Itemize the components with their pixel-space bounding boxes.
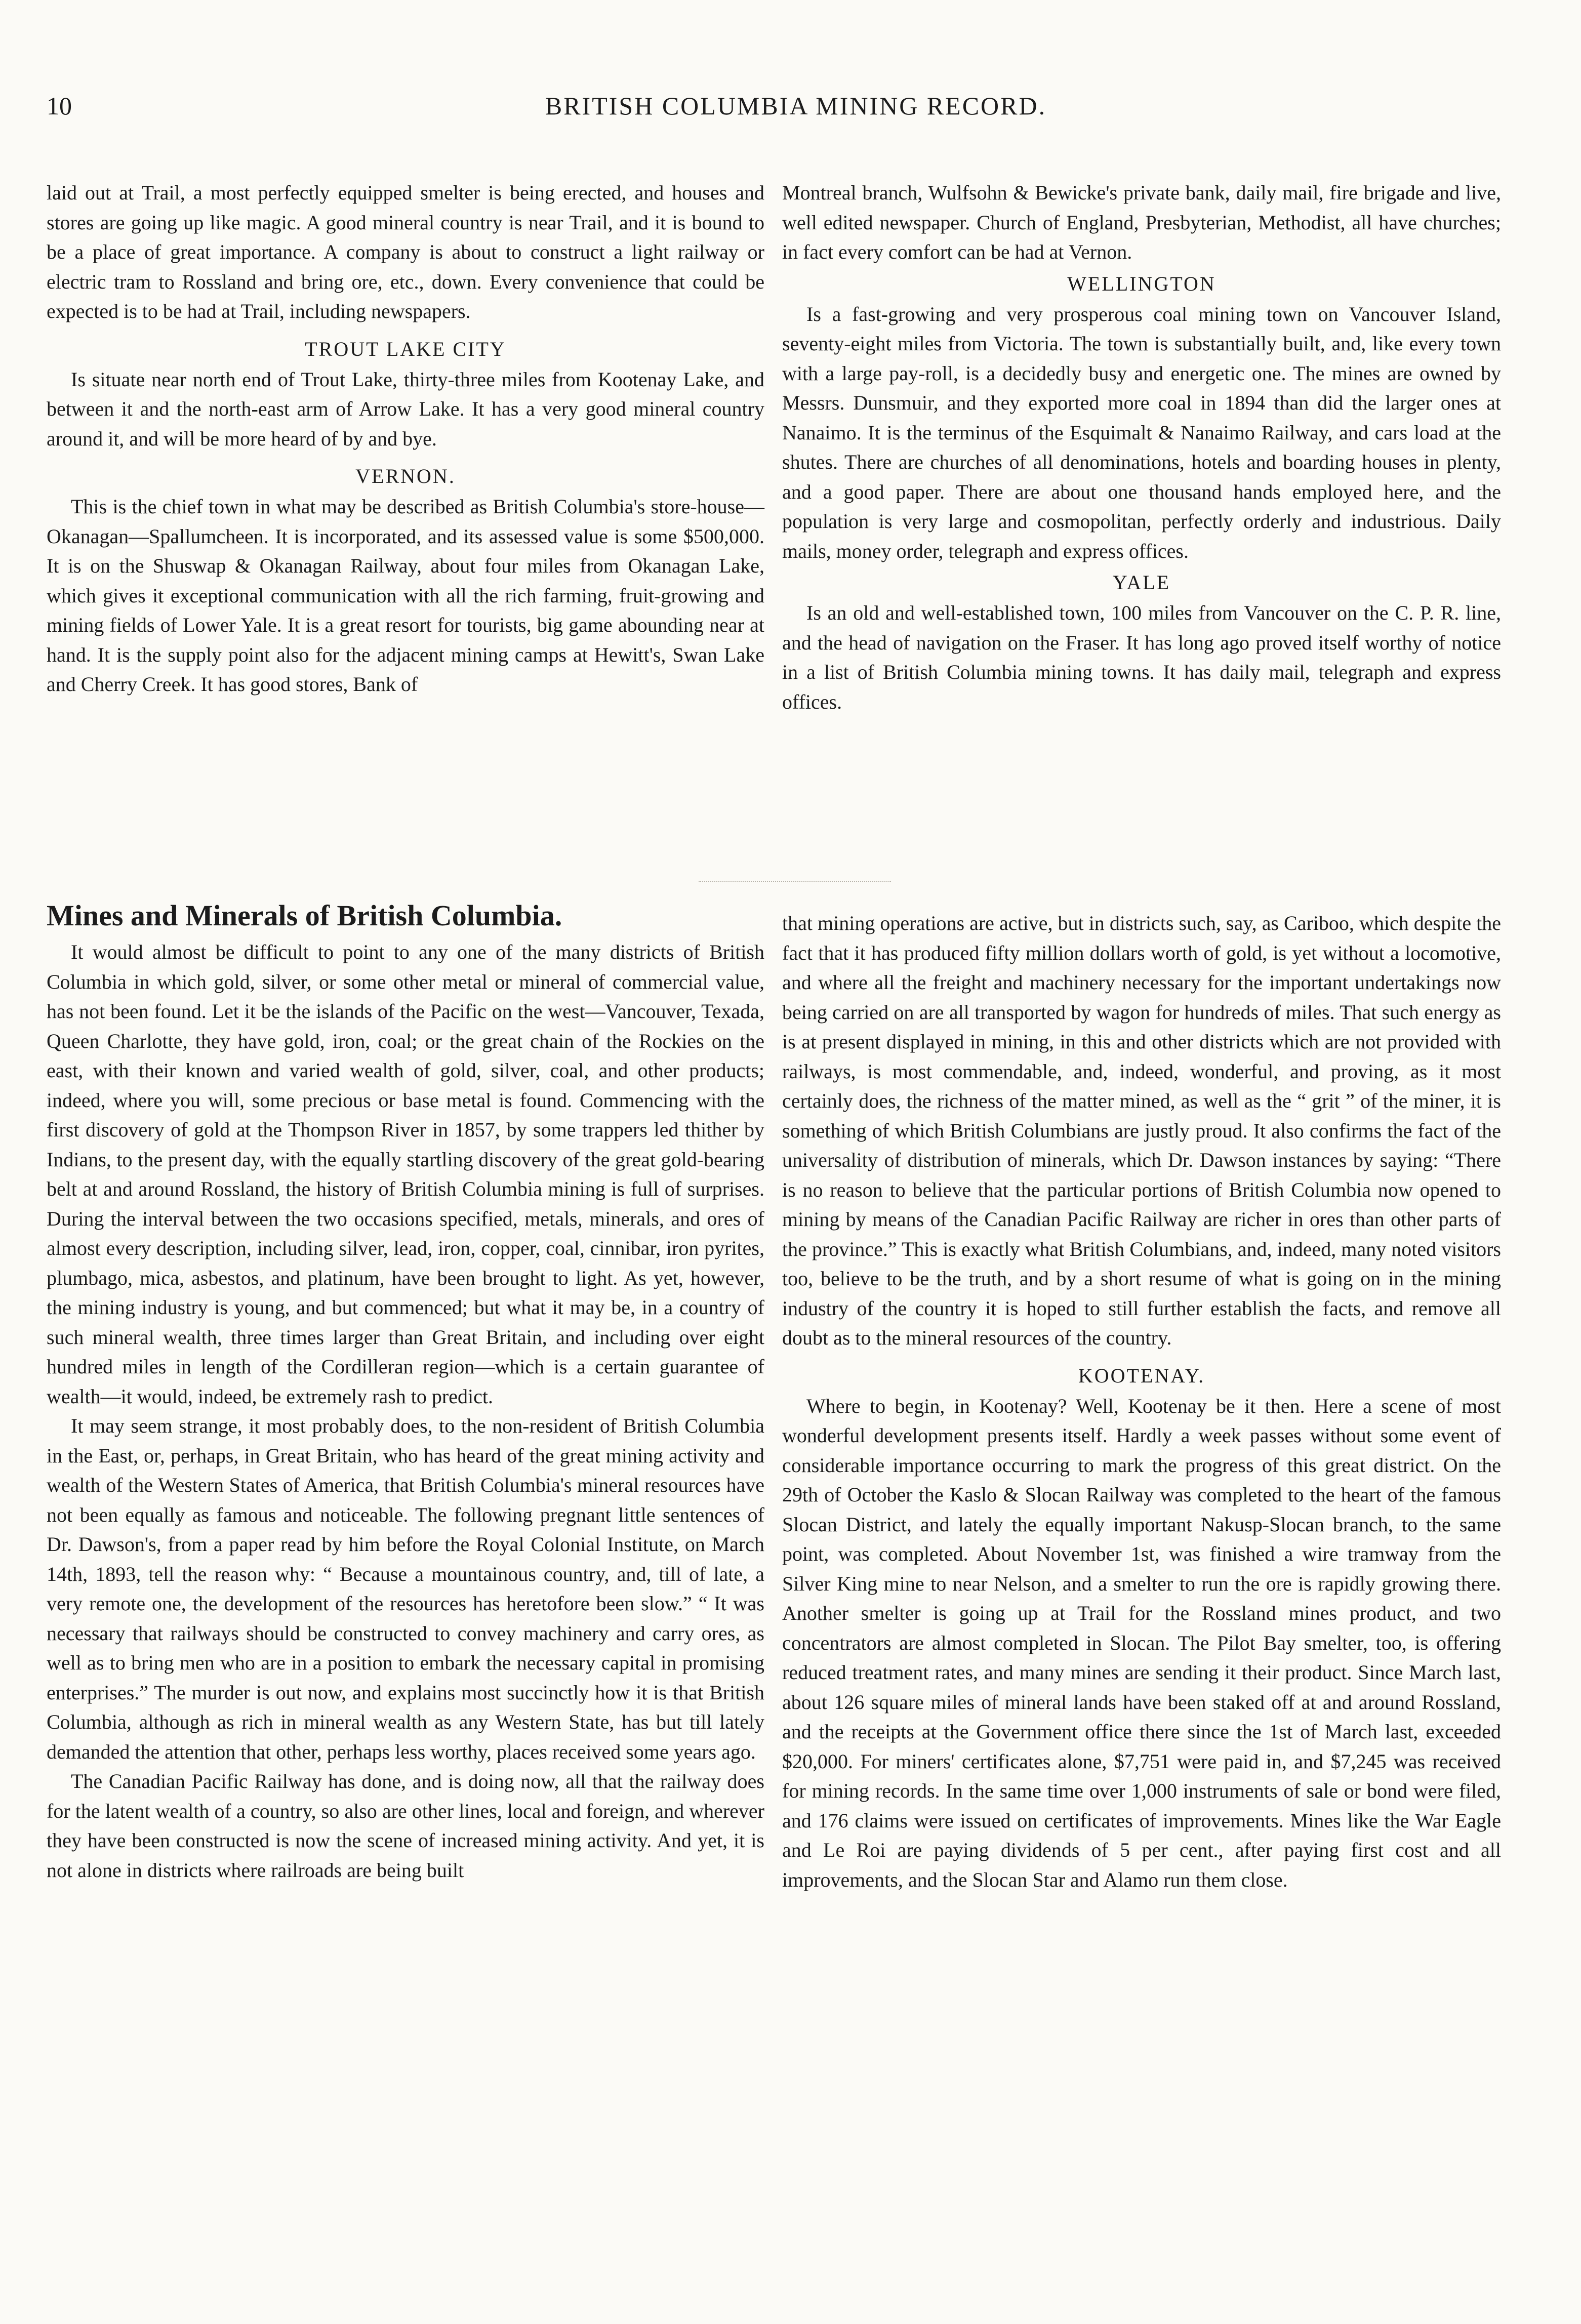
section-divider: [699, 881, 891, 882]
trail-paragraph: laid out at Trail, a most perfectly equipped smelter is being erected, and houses and stores are going up like magic. A good mineral country is near Trail, and it is bound to be a place of great importance. A company is about to construct a light railway or electric tram to Rossland and bring ore, etc., down. Every convenience that could be expected is to be had at Trail, including newspapers.: [47, 181, 764, 322]
wellington-paragraph: Is a fast-growing and very prosperous coal mining town on Vancouver Island, seventy-eight miles from Victoria. The town is substantially built, and, like every town with a large pay-roll, is a decidedly busy and energetic one. The mines are owned by Messrs. Dunsmuir, and they exported more coal in 1894 than did the larger ones at Nanaimo. It is the terminus of the Esquimalt & Nanaimo Railway, and cars load at the shutes. There are churches of all denominations, hotels and boarding houses in plenty, and a good paper. There are about one thousand hands employed here, and the population is very large and cosmopolitan, perfectly orderly and industrious. Daily mails, money order, telegraph and express offices.: [782, 302, 1501, 562]
article-paragraph-3-continued: that mining operations are active, but in districts such, say, as Cariboo, which despite the fact that it has produced fifty million dollars worth of gold, is yet without a locomotive, and where all the freight and machinery necessary for the important undertakings now being carried on are all transported by wagon for hundreds of miles. That such energy as is at present displayed in mining, in this and other districts which are not provided with railways, is most commendable, and, indeed, wonderful, and proving, as it most certainly does, the richness of the matter mined, as well as the “ grit ” of the miner, it is something of which British Columbians are justly proud. It also confirms the fact of the universality of distribution of minerals, which Dr. Dawson instances by saying: “There is no reason to believe that the particular portions of British Columbia now opened to mining by means of the Canadian Pacific Railway are richer in ores than other parts of the province.” This is exactly what British Columbians, and, indeed, many noted visitors too, believe to be the truth, and by a short resume of what is going on in the mining industry of the country it is hoped to still further establish the facts, and remove all doubt as to the mineral resources of the country.: [782, 912, 1501, 1349]
article-title: Mines and Minerals of British Columbia.: [47, 899, 562, 932]
trout-lake-paragraph: Is situate near north end of Trout Lake, thirty-three miles from Kootenay Lake, and between it and the north-east arm of Arrow Lake. It has a very good mineral country around it, and will be more heard of by and bye.: [47, 368, 764, 450]
vernon-heading: VERNON.: [355, 465, 456, 487]
article-paragraph-3: The Canadian Pacific Railway has done, and is doing now, all that the railway does for the latent wealth of a country, so also are other lines, local and foreign, and wherever they have been constructed is now the scene of increased mining activity. And yet, it is not alone in districts where railroads are being built: [47, 1770, 764, 1882]
upper-left-column: [47, 178, 764, 700]
article-paragraph-1: It would almost be difficult to point to any one of the many districts of British Columbia in which gold, silver, or some other metal or mineral of commercial value, has not been found. Let it be the islands of the Pacific on the west—Vancouver, Texada, Queen Charlotte, they have gold, iron, coal; or the great chain of the Rockies on the east, with their known and varied wealth of gold, silver, coal, and other products; indeed, where you will, some precious or base metal is found. Commencing with the first discovery of gold at the Thompson River in 1857, by some trappers led thither by Indians, to the present day, with the equally startling discovery of the great gold-bearing belt at and around Rossland, the history of British Columbia mining is full of surprises. During the interval between the two occasions specified, metals, minerals, and ores of almost every description, including silver, lead, iron, copper, coal, cinnibar, iron pyrites, plumbago, mica, asbestos, and platinum, have been brought to light. As yet, however, the mining industry is young, and but commenced; but what it may be, in a country of such mineral wealth, three times larger than Great Britain, and including over eight hundred miles in length of the Cordilleran region—which is a certain guarantee of wealth—it would, indeed, be extremely rash to predict.: [47, 941, 764, 1408]
wellington-heading: WELLINGTON: [1067, 272, 1216, 295]
page-header: [47, 91, 1545, 132]
article-left-column: [47, 897, 764, 1885]
article-right-column: [782, 909, 1501, 1895]
vernon-paragraph-continued: Montreal branch, Wulfsohn & Bewicke's private bank, daily mail, fire brigade and live, well edited newspaper. Church of England, Presbyterian, Methodist, all have churches; in fact every comfort can be had at Vernon.: [782, 181, 1501, 263]
kootenay-paragraph: Where to begin, in Kootenay? Well, Kootenay be it then. Here a scene of most wonderful development presents itself. Hardly a week passes without some event of considerable importance occurring to mark the progress of this great district. On the 29th of October the Kaslo & Slocan Railway was completed to the heart of the famous Slocan District, and lately the equally important Nakusp-Slocan branch, to the same point, was completed. About November 1st, was finished a wire tramway from the Silver King mine to near Nelson, and a smelter to run the ore is rapidly growing there. Another smelter is going up at Trail for the Rossland mines product, and two concentrators are almost completed in Slocan. The Pilot Bay smelter, too, is offering reduced treatment rates, and many mines are sending it their product. Since March last, about 126 square miles of mineral lands have been staked off at and around Rossland, and the receipts at the Government office there since the 1st of March last, exceeded $20,000. For miners' certificates alone, $7,751 were paid in, and $7,245 was received for mining records. In the same time over 1,000 instruments of sale or bond were filed, and 176 claims were issued on certificates of improvements. Mines like the War Eagle and Le Roi are paying dividends of 5 per cent., after paying first cost and all improvements, and the Slocan Star and Alamo run them close.: [782, 1394, 1501, 1891]
running-head: BRITISH COLUMBIA MINING RECORD.: [545, 92, 1047, 120]
upper-right-column: [782, 178, 1501, 717]
article-paragraph-2: It may seem strange, it most probably does, to the non-resident of British Columbia in the East, or, perhaps, in Great Britain, who has heard of the great mining activity and wealth of the Western States of America, that British Columbia's mineral resources have not been equally as famous and noticeable. The following pregnant little sentences of Dr. Dawson's, from a paper read by him before the Royal Colonial Institute, on March 14th, 1893, tell the reason why: “ Because a mountainous country, and, till of late, a very remote one, the development of the resources has heretofore been slow.” “ It was necessary that railways should be constructed to convey machinery and carry ores, as well as to bring men who are in a position to embark the necessary capital in promising enterprises.” The murder is out now, and explains most succinctly how it is that British Columbia, although as rich in mineral wealth as any Western State, has but till lately demanded the attention that other, perhaps less worthy, places received some years ago.: [47, 1414, 764, 1763]
vernon-paragraph: This is the chief town in what may be described as British Columbia's store-house—Okanagan—Spallumcheen. It is incorporated, and its assessed value is some $500,000. It is on the Shuswap & Okanagan Railway, about four miles from Okanagan Lake, which gives it exceptional communication with all the rich farming, fruit-growing and mining fields of Lower Yale. It is a great resort for tourists, big game abounding near at hand. It is the supply point also for the adjacent mining camps at Hewitt's, Swan Lake and Cherry Creek. It has good stores, Bank of: [47, 495, 764, 696]
yale-heading: YALE: [1112, 571, 1171, 594]
page-number: 10: [47, 92, 72, 120]
yale-paragraph: Is an old and well-established town, 100 miles from Vancouver on the C. P. R. line, and the head of navigation on the Fraser. It has long ago proved itself worthy of notice in a list of British Columbia mining towns. It has daily mail, telegraph and express offices.: [782, 601, 1501, 713]
trout-lake-heading: TROUT LAKE CITY: [305, 337, 506, 360]
kootenay-heading: KOOTENAY.: [1078, 1364, 1205, 1387]
